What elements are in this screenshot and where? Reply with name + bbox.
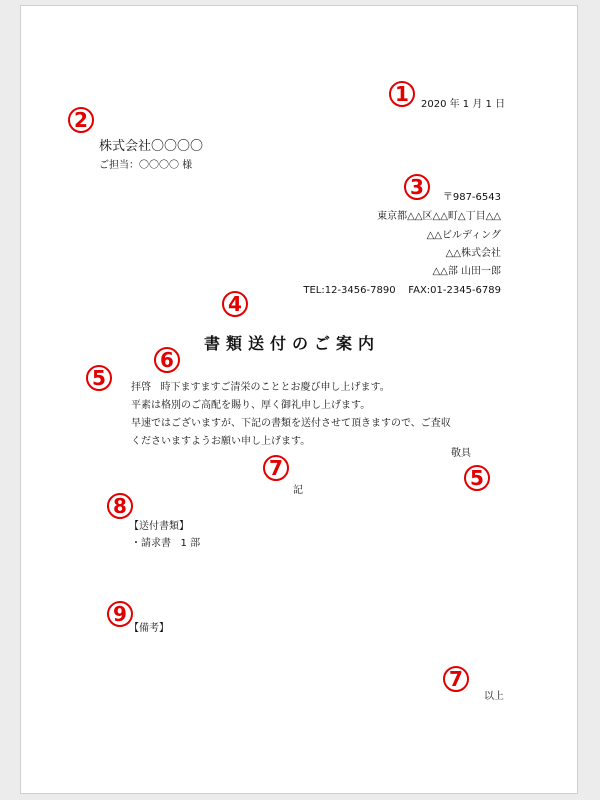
document-title: 書類送付のご案内 (204, 334, 381, 353)
annotation-marker-9: 9 (107, 601, 133, 627)
annotation-marker-6: 6 (154, 347, 180, 373)
sender-building: △△ビルディング (426, 230, 501, 241)
recipient-contact: ご担当：〇〇〇〇 様 (99, 160, 193, 171)
letter-body (131, 383, 451, 455)
annotation-marker-7-ki: 7 (263, 455, 289, 481)
date: 2020 年 1 月 1 日 (421, 99, 506, 110)
annotation-marker-1: 1 (389, 81, 415, 107)
annotation-marker-7-end: 7 (443, 666, 469, 692)
annotation-marker-8: 8 (107, 493, 133, 519)
annotation-marker-5-body: 5 (86, 365, 112, 391)
body-line: 早速ではございますが、下記の書類を送付させて頂きますので、ご査収 (131, 418, 451, 429)
sender-tel-fax: TEL:12-3456-7890 FAX:01-2345-6789 (303, 285, 501, 296)
closing: 敬具 (451, 448, 471, 459)
sender-address: 東京都△△区△△町△丁目△△ (377, 211, 501, 222)
annotation-marker-4: 4 (222, 291, 248, 317)
document-page (20, 5, 578, 794)
sender-person: △△部 山田一郎 (432, 266, 501, 277)
body-line: 平素は格別のご高配を賜り、厚く御礼申し上げます。 (131, 400, 371, 411)
enclosure-heading: 【送付書類】 (129, 521, 189, 532)
end-mark: 以上 (484, 691, 504, 702)
sender-postal: 〒987-6543 (442, 192, 501, 203)
sender-company: △△株式会社 (445, 248, 501, 259)
remarks-heading: 【備考】 (129, 623, 169, 634)
annotation-marker-5-closing: 5 (464, 465, 490, 491)
recipient-company: 株式会社〇〇〇〇 (99, 139, 204, 154)
body-line: くださいますようお願い申し上げます。 (131, 436, 311, 447)
ki-heading: 記 (293, 485, 303, 496)
annotation-marker-2: 2 (68, 107, 94, 133)
body-line: 拝啓 時下ますますご清栄のこととお慶び申し上げます。 (131, 382, 390, 393)
enclosure-item: ・請求書 1 部 (131, 538, 201, 549)
annotation-marker-3: 3 (404, 174, 430, 200)
